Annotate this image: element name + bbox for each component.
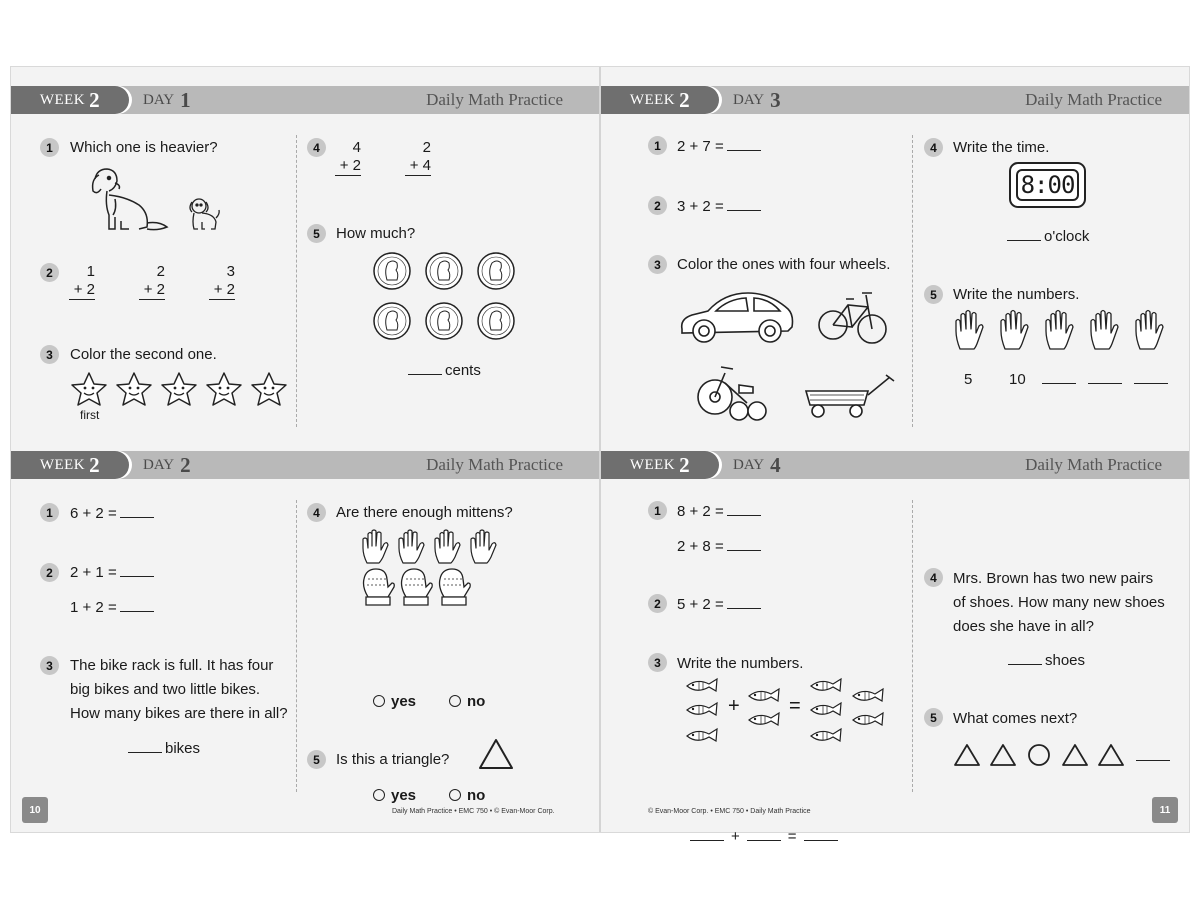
option-label: yes	[391, 787, 417, 804]
addend-bottom: + 2	[139, 281, 165, 300]
addition-problem	[209, 263, 235, 300]
column-divider	[912, 500, 913, 792]
week-word: WEEK	[629, 456, 676, 473]
day-word: DAY	[733, 91, 765, 108]
week-tab	[601, 451, 719, 479]
question-number: 2	[40, 263, 59, 282]
equation-text: 2 + 8 =	[677, 538, 724, 555]
answer-blank[interactable]	[128, 741, 162, 753]
answer-unit: shoes	[1045, 652, 1086, 669]
addend-top: 2	[156, 263, 165, 280]
plus-sign: +	[728, 695, 740, 717]
question-text: Color the second one.	[70, 346, 217, 363]
big-dog-icon	[87, 165, 167, 235]
no-option[interactable]	[449, 784, 485, 807]
day-word: DAY	[143, 456, 175, 473]
answer-blank[interactable]	[120, 506, 154, 518]
day-number: 3	[770, 87, 781, 112]
bicycle-icon	[818, 281, 888, 353]
panel-day-1	[11, 67, 599, 432]
page-number-right: 11	[1152, 797, 1178, 823]
equation-text: 8 + 2 =	[677, 503, 724, 520]
question-text: What comes next?	[953, 710, 1078, 727]
small-dog-icon	[186, 196, 220, 232]
count-blank	[1085, 368, 1125, 391]
answer-blank[interactable]	[408, 363, 442, 375]
triangle-icon	[478, 738, 514, 770]
question-number: 5	[924, 285, 943, 304]
time-answer	[1004, 225, 1089, 248]
banner-day-4	[601, 451, 1189, 479]
addition-problem	[69, 263, 95, 300]
question-text: Mrs. Brown has two new pairs	[953, 570, 1154, 587]
week-number: 2	[89, 452, 101, 477]
day-label	[143, 451, 191, 479]
banner-title: Daily Math Practice	[426, 90, 563, 109]
hands-icon	[360, 529, 498, 565]
equals-sign: =	[789, 695, 801, 717]
question-number: 3	[40, 656, 59, 675]
question-number: 2	[40, 563, 59, 582]
answer-blank[interactable]	[727, 539, 761, 551]
pennies-icon	[373, 252, 519, 342]
day-number: 1	[180, 87, 191, 112]
week-number: 2	[679, 452, 691, 477]
question-number: 3	[648, 653, 667, 672]
equation	[677, 535, 764, 558]
equation-text: 5 + 2 =	[677, 596, 724, 613]
question-text: How much?	[336, 225, 416, 242]
addition-problem	[335, 139, 361, 176]
answer-blank[interactable]	[727, 139, 761, 151]
question-number: 1	[40, 138, 59, 157]
week-number: 2	[89, 87, 101, 112]
cents-answer	[405, 359, 481, 382]
car-icon	[678, 285, 796, 347]
answer-unit: cents	[445, 362, 481, 379]
equation-text: 2 + 7 =	[677, 138, 724, 155]
yes-option[interactable]	[373, 784, 416, 807]
column-divider	[296, 135, 297, 427]
question-text: Write the numbers.	[677, 655, 804, 672]
clock-display: 8:00	[1016, 169, 1079, 201]
question-text: Which one is heavier?	[70, 139, 218, 156]
question-number: 5	[924, 708, 943, 727]
question-number: 1	[648, 501, 667, 520]
mittens-icon	[360, 567, 472, 609]
radio-no[interactable]	[449, 789, 461, 801]
question-number: 5	[307, 224, 326, 243]
addend-bottom: + 4	[405, 157, 431, 176]
answer-blank[interactable]	[747, 829, 781, 841]
equation	[70, 596, 157, 619]
option-label: no	[467, 787, 486, 804]
answer-blank[interactable]	[120, 600, 154, 612]
question-text: of shoes. How many new shoes	[953, 594, 1165, 611]
question-text: Color the ones with four wheels.	[677, 256, 891, 273]
question-text: Write the numbers.	[953, 286, 1080, 303]
radio-yes[interactable]	[373, 789, 385, 801]
week-tab	[11, 451, 129, 479]
answer-unit: bikes	[165, 740, 201, 757]
addend-top: 3	[226, 263, 235, 280]
question-number: 1	[648, 136, 667, 155]
equation	[677, 195, 764, 218]
answer-blank[interactable]	[1007, 229, 1041, 241]
day-word: DAY	[143, 91, 175, 108]
question-number: 4	[307, 138, 326, 157]
addend-top: 2	[422, 139, 431, 156]
answer-blank[interactable]	[727, 199, 761, 211]
equation-text: 6 + 2 =	[70, 505, 117, 522]
tricycle-icon	[695, 363, 767, 423]
question-text: How many bikes are there in all?	[70, 705, 288, 722]
hands-row-icon	[952, 309, 1172, 351]
addend-bottom: + 2	[209, 281, 235, 300]
no-option[interactable]	[449, 690, 485, 713]
week-word: WEEK	[629, 91, 676, 108]
question-number: 3	[40, 345, 59, 364]
question-number: 3	[648, 255, 667, 274]
equation	[677, 500, 764, 523]
answer-blank[interactable]	[1136, 749, 1170, 761]
day-word: DAY	[733, 456, 765, 473]
answer-blank[interactable]	[690, 829, 724, 841]
week-word: WEEK	[39, 91, 86, 108]
day-label	[733, 451, 781, 479]
week-word: WEEK	[39, 456, 86, 473]
question-number: 2	[648, 594, 667, 613]
question-number: 1	[40, 503, 59, 522]
equation	[677, 135, 764, 158]
stars-row-icon	[69, 371, 291, 409]
option-label: yes	[391, 693, 417, 710]
answer-blank[interactable]	[120, 565, 154, 577]
column-divider	[296, 500, 297, 792]
question-text: The bike rack is full. It has four	[70, 657, 274, 674]
addend-bottom: + 2	[335, 157, 361, 176]
page-number-left: 10	[22, 797, 48, 823]
equation	[677, 593, 764, 616]
column-divider	[912, 135, 913, 427]
equation-text: 1 + 2 =	[70, 599, 117, 616]
digital-clock-icon	[1009, 162, 1086, 208]
question-text: Write the time.	[953, 139, 1050, 156]
addition-problem	[405, 139, 431, 176]
answer-blank[interactable]	[727, 504, 761, 516]
bikes-answer	[125, 737, 200, 760]
question-number: 2	[648, 196, 667, 215]
answer-blank[interactable]	[1042, 372, 1076, 384]
equation	[70, 561, 157, 584]
count-blank	[1131, 368, 1171, 391]
fish-equation	[687, 825, 841, 848]
wagon-icon	[802, 373, 898, 421]
yes-option[interactable]	[373, 690, 416, 713]
answer-blank[interactable]	[804, 829, 838, 841]
banner-day-1	[11, 86, 599, 114]
banner-title: Daily Math Practice	[1025, 455, 1162, 474]
day-label	[733, 86, 781, 114]
day-label	[143, 86, 191, 114]
option-label: no	[467, 693, 486, 710]
week-tab	[11, 86, 129, 114]
equation-text: 2 + 1 =	[70, 564, 117, 581]
day-number: 2	[180, 452, 191, 477]
question-text: Is this a triangle?	[336, 751, 450, 768]
plus-sign: +	[731, 828, 740, 845]
answer-blank[interactable]	[727, 597, 761, 609]
radio-yes[interactable]	[373, 695, 385, 707]
workbook-spread	[11, 67, 1189, 845]
count-value: 10	[1009, 371, 1026, 388]
question-number: 4	[924, 138, 943, 157]
equation-text: 3 + 2 =	[677, 198, 724, 215]
banner-title: Daily Math Practice	[426, 455, 563, 474]
count-value: 5	[964, 371, 973, 388]
footer-right: © Evan-Moor Corp. • EMC 750 • Daily Math Practice	[648, 808, 811, 815]
answer-unit: o'clock	[1044, 228, 1090, 245]
addition-problem	[139, 263, 165, 300]
banner-day-3	[601, 86, 1189, 114]
question-text: big bikes and two little bikes.	[70, 681, 261, 698]
addend-top: 1	[86, 263, 95, 280]
shape-pattern-icon	[955, 743, 1125, 769]
equals-sign: =	[787, 828, 797, 845]
answer-blank[interactable]	[1088, 372, 1122, 384]
question-text: Are there enough mittens?	[336, 504, 513, 521]
week-number: 2	[679, 87, 691, 112]
answer-blank[interactable]	[1134, 372, 1168, 384]
question-text: does she have in all?	[953, 618, 1094, 635]
addend-bottom: + 2	[69, 281, 95, 300]
banner-day-2	[11, 451, 599, 479]
equation	[70, 502, 157, 525]
panel-day-2	[11, 432, 599, 804]
footer-left: Daily Math Practice • EMC 750 • © Evan-Moor Corp.	[392, 808, 555, 815]
first-label: first	[80, 408, 100, 422]
banner-title: Daily Math Practice	[1025, 90, 1162, 109]
answer-blank[interactable]	[1008, 653, 1042, 665]
day-number: 4	[770, 452, 781, 477]
question-number: 4	[307, 503, 326, 522]
next-shape-blank	[1133, 746, 1173, 769]
week-tab	[601, 86, 719, 114]
addend-top: 4	[352, 139, 361, 156]
question-number: 4	[924, 568, 943, 587]
shoes-answer	[1005, 649, 1085, 672]
question-number: 5	[307, 750, 326, 769]
panel-day-3	[601, 67, 1189, 432]
count-blank	[1039, 368, 1079, 391]
radio-no[interactable]	[449, 695, 461, 707]
fish-groups-icon	[685, 678, 895, 758]
